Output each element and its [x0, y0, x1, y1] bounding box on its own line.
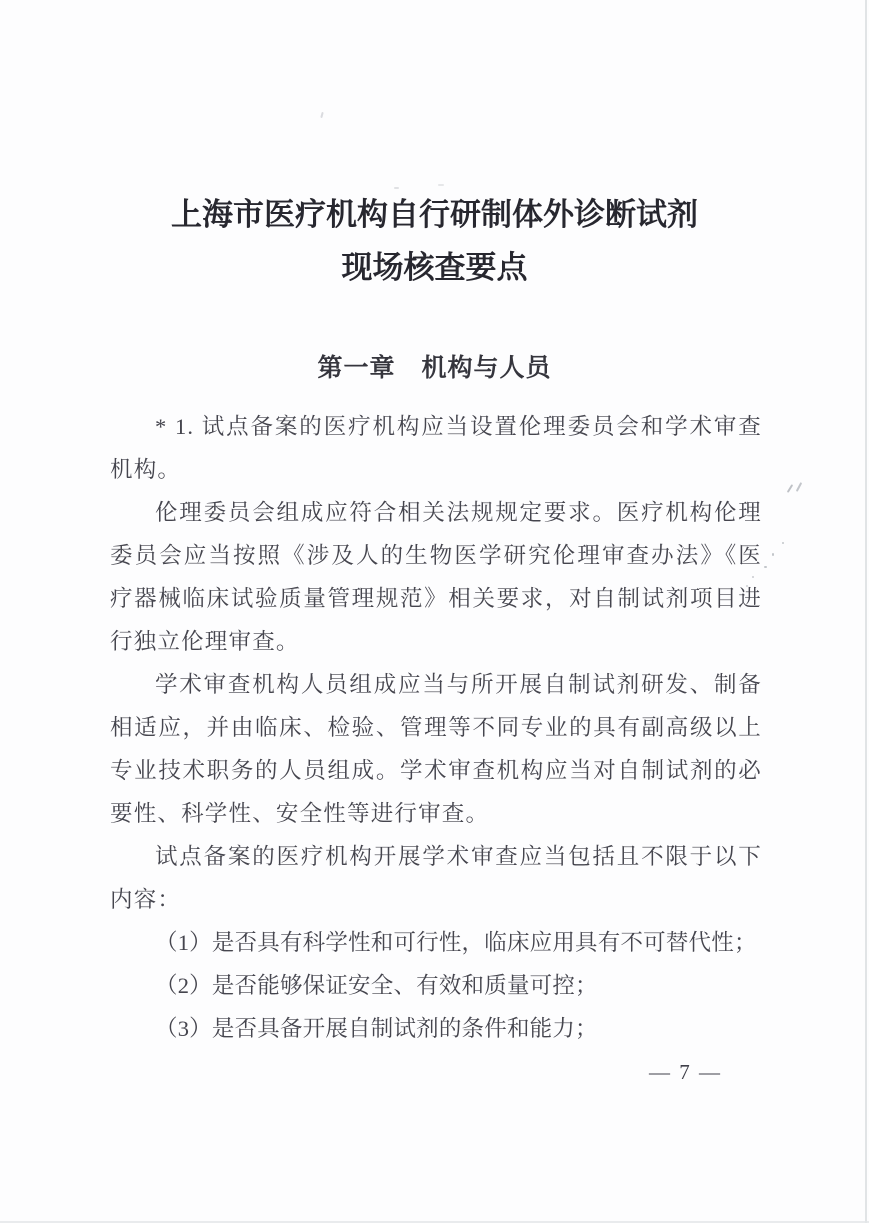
scan-speckle	[787, 484, 793, 493]
document-title	[0, 188, 869, 294]
scan-speckle	[782, 542, 784, 544]
list-item-3: （3）是否具备开展自制试剂的条件和能力；	[155, 1016, 598, 1041]
scan-speckle	[438, 184, 444, 186]
scan-speckle	[772, 553, 774, 556]
chapter-heading: 第一章 机构与人员	[317, 354, 552, 382]
scan-speckle	[320, 112, 323, 118]
paragraph-item-1: * 1. 试点备案的医疗机构应当设置伦理委员会和学术审查机构。	[110, 414, 762, 482]
document-body	[110, 405, 762, 1050]
paragraph-academic-review: 学术审查机构人员组成应当与所开展自制试剂研发、制备相适应，并由临床、检验、管理等不同专业的具有副高级以上专业技术职务的人员组成。学术审查机构应当对自制试剂的必要性、科学性、安全性等进行审查。	[110, 672, 762, 826]
scan-speckle	[764, 566, 767, 568]
paragraph-review-scope-intro: 试点备案的医疗机构开展学术审查应当包括且不限于以下内容：	[110, 844, 762, 912]
list-item-2: （2）是否能够保证安全、有效和质量可控；	[155, 973, 598, 998]
document-title-line1: 上海市医疗机构自行研制体外诊断试剂	[171, 197, 698, 232]
page-number: — 7 —	[649, 1060, 722, 1084]
scan-edge-line	[865, 0, 867, 1223]
list-item-1: （1）是否具有科学性和可行性，临床应用具有不可替代性；	[155, 930, 757, 955]
document-title-line2: 现场核查要点	[341, 250, 528, 285]
paragraph-ethics-committee: 伦理委员会组成应符合相关法规规定要求。医疗机构伦理委员会应当按照《涉及人的生物医学研究伦理审查办法》《医疗器械临床试验质量管理规范》相关要求，对自制试剂项目进行独立伦理审查。	[110, 500, 762, 654]
scan-speckle	[796, 482, 802, 492]
